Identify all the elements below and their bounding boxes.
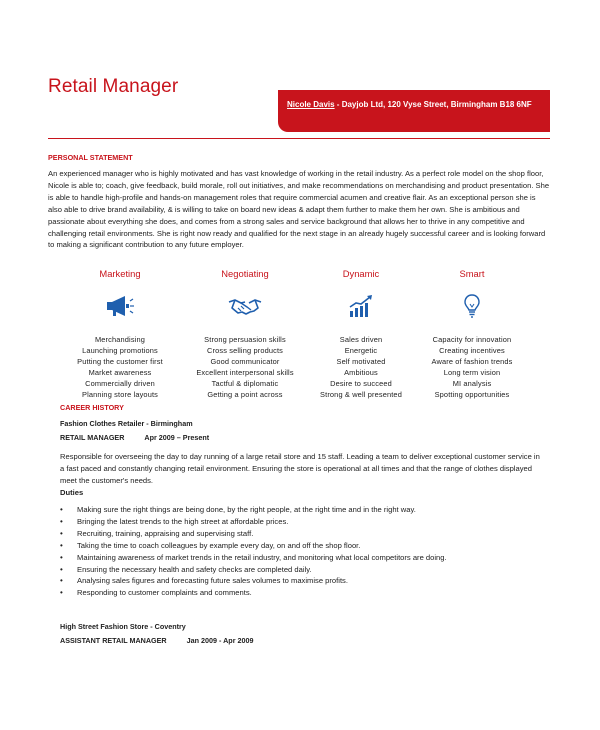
skill-item: Aware of fashion trends (431, 357, 513, 366)
skill-item: Cross selling products (206, 346, 283, 355)
job-company: High Street Fashion Store - Coventry (60, 622, 186, 631)
header-divider (48, 138, 550, 139)
skill-item: Creating incentives (439, 346, 505, 355)
skill-item: Commercially driven (85, 379, 155, 388)
skill-item: MI analysis (452, 379, 492, 388)
megaphone-icon (50, 284, 190, 328)
duty-item: • Bringing the latest trends to the high street at affordable prices. (60, 516, 540, 528)
skill-item: Strong persuasion skills (204, 335, 286, 344)
page-title: Retail Manager (48, 76, 179, 97)
skills-grid (62, 268, 532, 399)
skill-item: Energetic (344, 346, 378, 355)
job-role: RETAIL MANAGER (60, 433, 125, 442)
skill-item: Desire to succeed (330, 379, 392, 388)
duty-item: • Making sure the right things are being done, by the right people, at the right time and in the right way. (60, 504, 540, 516)
career-history-heading: CAREER HISTORY (60, 403, 124, 412)
skill-item: Planning store layouts (81, 390, 159, 399)
skill-item: Launching promotions (82, 346, 158, 355)
skill-item: Getting a point across (207, 390, 283, 399)
skill-item: Tactful & diplomatic (211, 379, 279, 388)
skill-item: Good communicator (210, 357, 280, 366)
job-role-line (60, 433, 209, 442)
job-dates: Apr 2009 – Present (144, 433, 210, 442)
job-dates: Jan 2009 - Apr 2009 (186, 636, 254, 645)
job-company: Fashion Clothes Retailer - Birmingham (60, 419, 193, 428)
skill-title: Smart (459, 268, 485, 279)
contact-banner (278, 90, 550, 132)
skill-item: Capacity for innovation (432, 335, 512, 344)
duties-label: Duties (60, 488, 84, 497)
personal-statement-heading: PERSONAL STATEMENT (48, 153, 133, 162)
personal-statement-text: An experienced manager who is highly motivated and has vast knowledge of working in the retail industry. As a perfect role model on the shop floor, Nicole is able to; coach, give feedback, build morale, roll out initiatives, and make recommendations on merchandising and product presentation. She is able to handle high-profile and hands-on management roles that require commercial acumen and creative flair. As an exceptional person she is also able to drive brand availability, & is willing to take on board new ideas & adapt them further to make them her own. She is ambitious and passionate about everything she does, and comes from a strong sales and service background that allows her to thrive in any competitive and challenging retail environments. She is right now ready and qualified for the next stage in an already hugely successful career and is looking forward to making a significant contribution to any future employer. (48, 169, 550, 250)
skill-item: Self motivated (336, 357, 386, 366)
duty-item: • Analysing sales figures and forecasting future sales volumes to maximise profits. (60, 575, 540, 587)
skill-item: Spotting opportunities (434, 390, 510, 399)
skill-title: Dynamic (342, 268, 380, 279)
skill-item: Strong & well presented (320, 390, 402, 399)
job-role-line (60, 636, 253, 645)
skill-item: Long term vision (443, 368, 501, 377)
duty-item: • Recruiting, training, appraising and supervising staff. (60, 528, 540, 540)
duty-item: • Taking the time to coach colleagues by example every day, on and off the shop floor. (60, 540, 540, 552)
skill-item: Market awareness (88, 368, 152, 377)
skill-item: Putting the customer first (77, 357, 163, 366)
skill-title: Marketing (99, 268, 141, 279)
contact-details: - Dayjob Ltd, 120 Vyse Street, Birmingham B18 6NF (334, 100, 532, 109)
duty-item: • Ensuring the necessary health and safety checks are completed daily. (60, 564, 540, 576)
skill-item: Excellent interpersonal skills (196, 368, 294, 377)
skill-title: Negotiating (221, 268, 269, 279)
duty-item: • Responding to customer complaints and comments. (60, 587, 540, 599)
lightbulb-icon (402, 284, 542, 328)
skill-item: Ambitious (344, 368, 378, 377)
contact-name: Nicole Davis (287, 100, 335, 109)
skill-item: Sales driven (339, 335, 383, 344)
skill-item-list (402, 334, 542, 400)
skill-column-smart (402, 268, 542, 400)
duties-list (60, 504, 540, 599)
job-role: ASSISTANT RETAIL MANAGER (60, 636, 167, 645)
skill-item-list (50, 334, 190, 400)
skill-column-marketing (50, 268, 190, 400)
duty-item: • Maintaining awareness of market trends in the retail industry, and monitoring what local competitors are doing. (60, 552, 540, 564)
skill-item: Merchandising (94, 335, 145, 344)
job-summary: Responsible for overseeing the day to day running of a large retail store and 15 staff. Leading a team to deliver exceptional customer service in a fast paced and constantly changing retail environment. Ensuring the store is operational at all times and that the range of clothes displayed meet the customer's needs. (60, 452, 540, 485)
